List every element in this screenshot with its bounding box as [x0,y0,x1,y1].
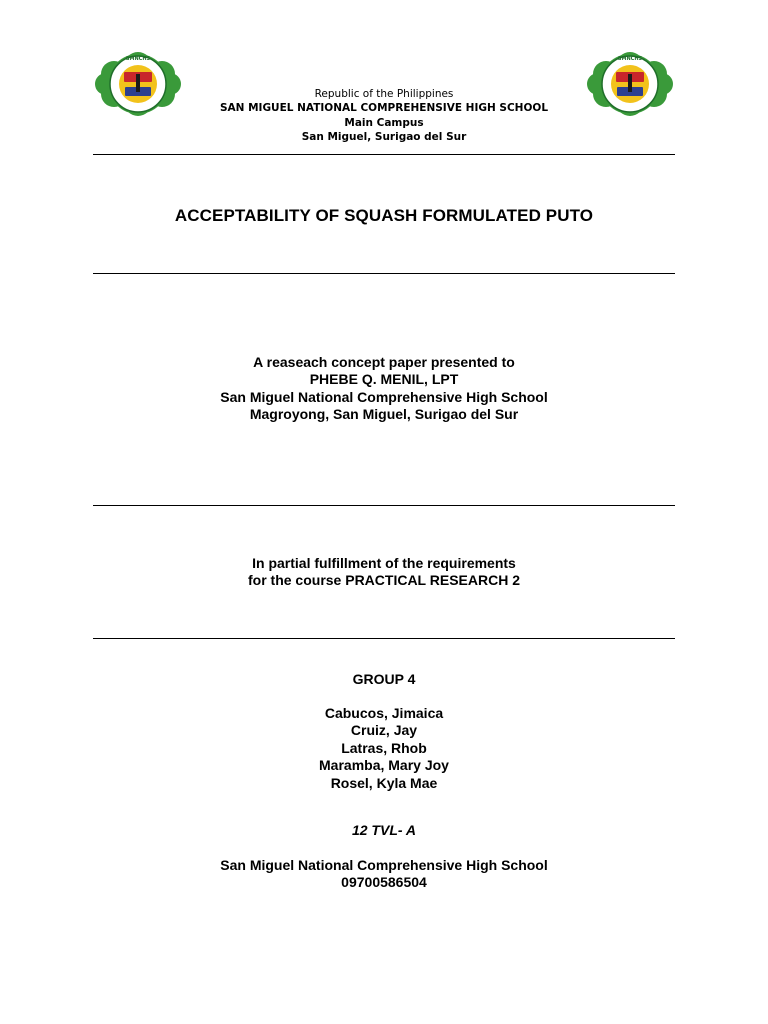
member-name: Rosel, Kyla Mae [330,774,438,791]
presented-line-3: San Miguel National Comprehensive High School [220,388,548,405]
letterhead [184,87,584,145]
member-name: Cabucos, Jimaica [324,705,444,721]
divider-1 [93,154,675,155]
school-location: San Miguel, Surigao del Sur [301,131,467,144]
presented-line-4: Magroyong, San Miguel, Surigao del Sur [249,406,519,423]
republic-text: Republic of the Philippines [314,88,454,100]
member-list [93,705,675,792]
school-seal-left-icon [92,44,184,124]
footer-phone: 09700586504 [341,874,427,891]
section-label [93,822,675,839]
divider-3 [93,505,675,506]
fulfillment-line-1: In partial fulfillment of the requirements [252,555,516,571]
presented-to-block [93,354,675,424]
school-seal-right-icon [584,44,676,124]
footer-school: San Miguel National Comprehensive High School [220,857,548,873]
presented-line-1: A reaseach concept paper presented to [253,354,515,370]
fulfillment-line-2: for the course PRACTICAL RESEARCH 2 [247,572,520,589]
footer-block [93,857,675,892]
member-name: Cruiz, Jay [350,722,418,739]
section-text: 12 TVL- A [351,822,417,838]
fulfillment-block [93,555,675,590]
member-name: Latras, Rhob [341,739,427,756]
group-title: GROUP 4 [352,671,416,687]
svg-text:SMNCHS: SMNCHS [617,56,643,62]
svg-text:SMNCHS: SMNCHS [125,56,151,62]
school-name: SAN MIGUEL NATIONAL COMPREHENSIVE HIGH SCHOOL [219,102,549,115]
group-label [93,671,675,688]
divider-4 [93,638,675,639]
campus-text: Main Campus [344,116,424,129]
presented-line-2: PHEBE Q. MENIL, LPT [309,371,459,388]
paper-title: ACCEPTABILITY OF SQUASH FORMULATED PUTO [174,206,594,225]
member-name: Maramba, Mary Joy [319,757,449,774]
divider-2 [93,273,675,274]
